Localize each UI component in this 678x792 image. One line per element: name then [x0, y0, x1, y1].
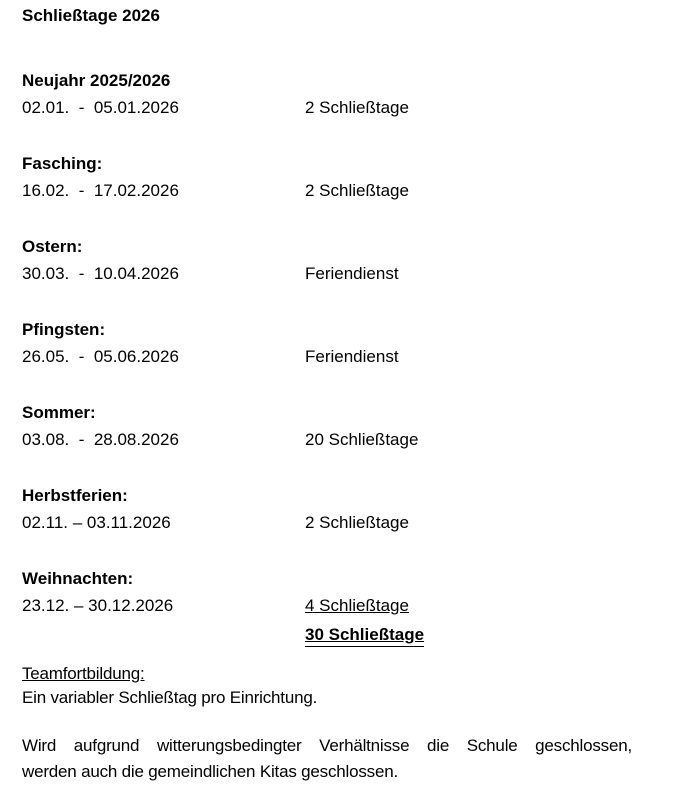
section-heading: Ostern:	[22, 237, 83, 256]
section-heading: Fasching:	[22, 154, 103, 173]
closing-days-value: 20 Schließtage	[305, 430, 419, 449]
closing-days-value: 2 Schließtage	[305, 98, 409, 117]
section-row	[22, 513, 654, 533]
total-row	[22, 625, 654, 647]
section-ostern	[22, 236, 654, 284]
date-range: 03.08. - 28.08.2026	[22, 430, 179, 449]
section-weihnachten	[22, 568, 654, 647]
closing-days-value: 4 Schließtage	[305, 596, 409, 615]
section-row	[22, 98, 654, 118]
section-row	[22, 181, 654, 201]
closing-days-value: 2 Schließtage	[305, 513, 409, 532]
section-heading: Weihnachten:	[22, 569, 134, 588]
section-row	[22, 347, 654, 367]
section-heading: Pfingsten:	[22, 320, 106, 339]
date-range: 16.02. - 17.02.2026	[22, 181, 179, 200]
date-spacer	[22, 625, 305, 647]
footer	[22, 663, 654, 785]
section-pfingsten	[22, 319, 654, 367]
team-training-text: Ein variabler Schließtag pro Einrichtung.	[22, 688, 318, 707]
document-title: Schließtage 2026	[22, 6, 160, 25]
closing-days-value: 2 Schließtage	[305, 181, 409, 200]
section-heading: Herbstferien:	[22, 486, 128, 505]
date-range: 02.01. - 05.01.2026	[22, 98, 179, 117]
weather-closure-note	[22, 733, 632, 785]
section-heading: Neujahr 2025/2026	[22, 71, 171, 90]
team-training-heading: Teamfortbildung:	[22, 664, 145, 683]
section-heading: Sommer:	[22, 403, 96, 422]
section-sommer	[22, 402, 654, 450]
date-range: 26.05. - 05.06.2026	[22, 347, 179, 366]
note-line: Wird aufgrund witterungsbedingter Verhältnisse die Schule geschlossen,	[22, 736, 632, 755]
note-line: werden auch die gemeindlichen Kitas geschlossen.	[22, 762, 398, 781]
section-fasching	[22, 153, 654, 201]
date-range: 02.11. – 03.11.2026	[22, 513, 171, 532]
closing-days-total: 30 Schließtage	[305, 625, 424, 647]
date-range: 30.03. - 10.04.2026	[22, 264, 179, 283]
closing-days-value: Feriendienst	[305, 264, 399, 283]
closing-days-value: Feriendienst	[305, 347, 399, 366]
section-row	[22, 264, 654, 284]
section-herbstferien	[22, 485, 654, 533]
section-row	[22, 596, 654, 616]
date-range: 23.12. – 30.12.2026	[22, 596, 174, 615]
section-row	[22, 430, 654, 450]
section-neujahr	[22, 70, 654, 118]
